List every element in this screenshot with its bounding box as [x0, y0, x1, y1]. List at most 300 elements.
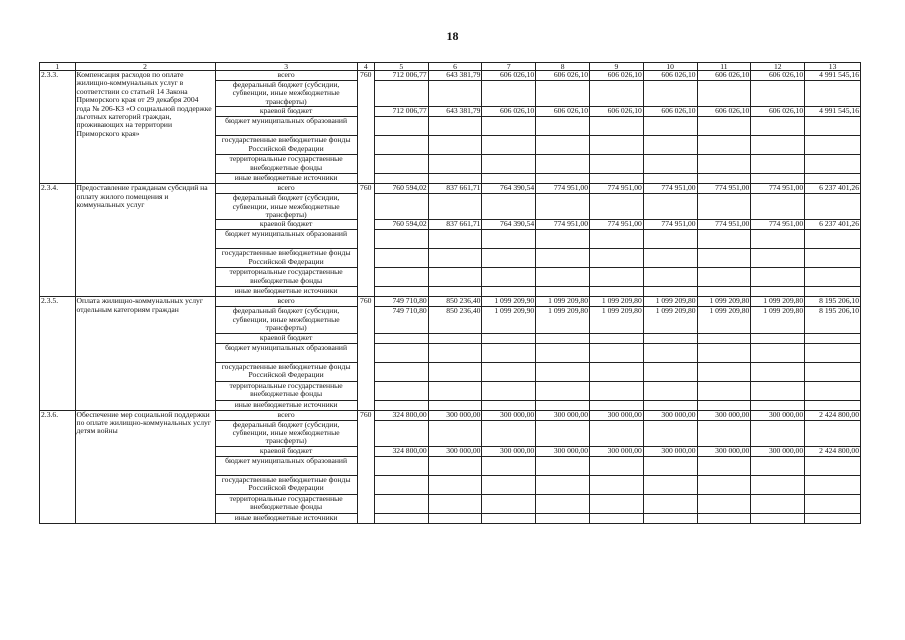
- amount-cell: [428, 307, 482, 333]
- amount-cell: [482, 81, 536, 107]
- amount-cell: [805, 381, 861, 400]
- amount-cell: [428, 81, 482, 107]
- amount-value: 300 000,00: [446, 410, 481, 419]
- funding-source: бюджет муниципальных образований: [215, 456, 357, 475]
- item-name: Предоставление гражданам субсидий на оплату жилого помещения и коммунальных услуг: [75, 184, 215, 297]
- amount-value: 774 951,00: [661, 219, 696, 229]
- funding-source: всего: [215, 410, 357, 420]
- amount-value: 1 099 209,80: [709, 306, 750, 316]
- amount-value: 300 000,00: [715, 410, 750, 419]
- amount-cell: [751, 494, 805, 513]
- amount-cell: [805, 71, 861, 81]
- amount-cell: [374, 362, 428, 381]
- header-cell: 7: [482, 63, 536, 71]
- amount-cell: [590, 456, 644, 475]
- funding-source: бюджет муниципальных образований: [215, 343, 357, 362]
- amount-cell: [482, 446, 536, 456]
- amount-cell: [805, 410, 861, 420]
- funding-source: федеральный бюджет (субсидии, субвенции, иные межбюджетные трансферты): [215, 81, 357, 107]
- amount-cell: [643, 184, 697, 194]
- amount-value: 643 381,79: [446, 106, 481, 116]
- funding-source: иные внебюджетные источники: [215, 400, 357, 410]
- amount-cell: [482, 494, 536, 513]
- amount-cell: [751, 410, 805, 420]
- amount-cell: [643, 513, 697, 523]
- amount-value: 749 710,80: [392, 296, 427, 306]
- amount-cell: [751, 381, 805, 400]
- item-code: 2.3.6.: [40, 410, 76, 523]
- amount-cell: [536, 410, 590, 420]
- amount-cell: [590, 420, 644, 446]
- amount-value: 324 800,00: [392, 410, 427, 419]
- amount-value: 764 390,54: [500, 219, 535, 229]
- amount-cell: [751, 362, 805, 381]
- amount-value: 1 099 209,90: [494, 306, 535, 316]
- amount-cell: [374, 155, 428, 174]
- amount-cell: [697, 184, 751, 194]
- amount-cell: [536, 220, 590, 230]
- funding-source: федеральный бюджет (субсидии, субвенции, иные межбюджетные трансферты): [215, 307, 357, 333]
- amount-cell: [482, 456, 536, 475]
- amount-cell: [482, 381, 536, 400]
- amount-cell: [374, 287, 428, 297]
- amount-cell: [751, 81, 805, 107]
- table-row: [40, 184, 861, 194]
- amount-cell: [697, 400, 751, 410]
- amount-cell: [374, 81, 428, 107]
- amount-cell: [805, 268, 861, 287]
- amount-value: 1 099 209,80: [655, 296, 696, 306]
- amount-cell: [697, 513, 751, 523]
- amount-cell: [482, 117, 536, 136]
- amount-cell: [482, 343, 536, 362]
- amount-cell: [536, 297, 590, 307]
- funding-source: краевой бюджет: [215, 107, 357, 117]
- header-cell: 13: [805, 63, 861, 71]
- funding-source: государственные внебюджетные фонды Российской Федерации: [215, 362, 357, 381]
- amount-value: 749 710,80: [392, 306, 427, 316]
- item-name: Обеспечение мер социальной поддержки по оплате жилищно-коммунальных услуг детям войны: [75, 410, 215, 523]
- amount-value: 774 951,00: [607, 219, 642, 229]
- amount-cell: [751, 71, 805, 81]
- amount-value: 300 000,00: [500, 446, 535, 455]
- amount-cell: [428, 513, 482, 523]
- amount-cell: [428, 184, 482, 194]
- amount-cell: [428, 420, 482, 446]
- amount-value: 837 661,71: [446, 219, 481, 229]
- amount-cell: [697, 107, 751, 117]
- amount-cell: [697, 136, 751, 155]
- amount-value: 1 099 209,80: [548, 296, 588, 306]
- amount-cell: [697, 446, 751, 456]
- header-cell: 3: [215, 63, 357, 71]
- amount-cell: [482, 136, 536, 155]
- amount-cell: [643, 136, 697, 155]
- amount-cell: [805, 362, 861, 381]
- amount-cell: [805, 456, 861, 475]
- amount-cell: [428, 230, 482, 249]
- indicator-code: 760: [357, 297, 374, 410]
- amount-cell: [805, 297, 861, 307]
- amount-cell: [697, 381, 751, 400]
- amount-cell: [482, 155, 536, 174]
- amount-cell: [643, 268, 697, 287]
- amount-cell: [751, 230, 805, 249]
- funding-source: бюджет муниципальных образований: [215, 117, 357, 136]
- amount-cell: [374, 343, 428, 362]
- amount-cell: [536, 333, 590, 343]
- item-code: 2.3.4.: [40, 184, 76, 297]
- amount-cell: [697, 194, 751, 220]
- amount-cell: [428, 287, 482, 297]
- amount-cell: [697, 220, 751, 230]
- amount-cell: [482, 513, 536, 523]
- amount-cell: [751, 220, 805, 230]
- amount-cell: [643, 400, 697, 410]
- funding-source: территориальные государственные внебюджетные фонды: [215, 494, 357, 513]
- amount-cell: [536, 420, 590, 446]
- amount-cell: [751, 136, 805, 155]
- amount-cell: [374, 184, 428, 194]
- amount-value: 300 000,00: [661, 410, 696, 419]
- amount-cell: [643, 307, 697, 333]
- amount-cell: [428, 333, 482, 343]
- amount-cell: [428, 71, 482, 81]
- amount-cell: [482, 362, 536, 381]
- amount-cell: [536, 174, 590, 184]
- amount-cell: [482, 230, 536, 249]
- amount-cell: [536, 71, 590, 81]
- amount-cell: [643, 343, 697, 362]
- funding-source: всего: [215, 184, 357, 194]
- amount-value: 850 236,40: [446, 296, 481, 306]
- amount-cell: [590, 333, 644, 343]
- amount-cell: [536, 400, 590, 410]
- amount-cell: [805, 513, 861, 523]
- amount-cell: [751, 174, 805, 184]
- funding-source: территориальные государственные внебюджетные фонды: [215, 381, 357, 400]
- amount-cell: [751, 155, 805, 174]
- amount-cell: [697, 268, 751, 287]
- amount-cell: [751, 287, 805, 297]
- amount-value: 774 951,00: [715, 183, 750, 193]
- amount-cell: [643, 456, 697, 475]
- amount-cell: [482, 194, 536, 220]
- amount-cell: [374, 400, 428, 410]
- amount-cell: [428, 343, 482, 362]
- header-cell: 9: [590, 63, 644, 71]
- amount-cell: [536, 287, 590, 297]
- amount-value: 300 000,00: [715, 446, 750, 455]
- amount-cell: [697, 475, 751, 494]
- amount-cell: [428, 268, 482, 287]
- amount-cell: [643, 494, 697, 513]
- amount-cell: [374, 410, 428, 420]
- amount-cell: [374, 268, 428, 287]
- amount-value: 1 099 209,80: [601, 296, 642, 306]
- amount-cell: [590, 494, 644, 513]
- amount-cell: [805, 117, 861, 136]
- amount-cell: [374, 446, 428, 456]
- amount-value: 606 026,10: [607, 106, 642, 116]
- amount-cell: [536, 194, 590, 220]
- amount-value: 606 026,10: [715, 106, 750, 116]
- amount-value: 643 381,79: [446, 70, 481, 79]
- amount-value: 300 000,00: [500, 410, 535, 419]
- amount-cell: [482, 307, 536, 333]
- amount-cell: [751, 400, 805, 410]
- amount-cell: [590, 381, 644, 400]
- item-code: 2.3.3.: [40, 71, 76, 184]
- funding-source: краевой бюджет: [215, 333, 357, 343]
- funding-source: территориальные государственные внебюджетные фонды: [215, 155, 357, 174]
- amount-cell: [482, 475, 536, 494]
- amount-cell: [643, 475, 697, 494]
- header-cell: 6: [428, 63, 482, 71]
- amount-cell: [643, 194, 697, 220]
- amount-value: 2 424 800,00: [819, 410, 859, 419]
- amount-cell: [643, 410, 697, 420]
- amount-cell: [536, 446, 590, 456]
- amount-cell: [751, 184, 805, 194]
- amount-cell: [643, 287, 697, 297]
- indicator-code: 760: [357, 71, 374, 184]
- amount-value: 774 951,00: [768, 183, 804, 193]
- amount-cell: [697, 410, 751, 420]
- amount-cell: [482, 410, 536, 420]
- amount-value: 606 026,10: [500, 106, 535, 116]
- amount-cell: [751, 297, 805, 307]
- amount-cell: [374, 297, 428, 307]
- amount-value: 774 951,00: [553, 219, 588, 229]
- amount-value: 774 951,00: [715, 219, 750, 229]
- amount-cell: [536, 475, 590, 494]
- funding-source: государственные внебюджетные фонды Российской Федерации: [215, 136, 357, 155]
- amount-value: 774 951,00: [768, 219, 804, 229]
- funding-source: государственные внебюджетные фонды Российской Федерации: [215, 475, 357, 494]
- item-name: Компенсация расходов по оплате жилищно-коммунальных услуг в соответствии со статьей 14 Закона Приморского края от 29 декабря 2004 года № 206-КЗ «О социальной поддержке льготных категорий граждан, проживающих на территории Приморского края»: [75, 71, 215, 184]
- amount-cell: [751, 420, 805, 446]
- amount-cell: [751, 513, 805, 523]
- amount-cell: [536, 362, 590, 381]
- header-cell: 2: [75, 63, 215, 71]
- amount-value: 300 000,00: [553, 446, 588, 455]
- amount-cell: [643, 230, 697, 249]
- funding-source: краевой бюджет: [215, 220, 357, 230]
- amount-cell: [374, 220, 428, 230]
- amount-cell: [805, 446, 861, 456]
- amount-cell: [374, 456, 428, 475]
- amount-cell: [805, 333, 861, 343]
- amount-cell: [428, 410, 482, 420]
- amount-cell: [643, 446, 697, 456]
- amount-cell: [643, 362, 697, 381]
- amount-value: 760 594,02: [392, 183, 427, 193]
- amount-cell: [643, 220, 697, 230]
- amount-cell: [428, 297, 482, 307]
- amount-cell: [643, 117, 697, 136]
- amount-cell: [482, 71, 536, 81]
- amount-cell: [590, 155, 644, 174]
- header-cell: 1: [40, 63, 76, 71]
- amount-value: 712 006,77: [392, 106, 427, 116]
- amount-cell: [697, 230, 751, 249]
- amount-cell: [697, 174, 751, 184]
- amount-cell: [374, 381, 428, 400]
- amount-cell: [590, 513, 644, 523]
- amount-value: 764 390,54: [500, 183, 535, 193]
- amount-value: 606 026,10: [661, 106, 696, 116]
- amount-value: 8 195 206,10: [819, 306, 859, 316]
- amount-cell: [536, 81, 590, 107]
- amount-value: 1 099 209,90: [494, 296, 535, 306]
- amount-cell: [590, 410, 644, 420]
- amount-cell: [805, 287, 861, 297]
- funding-source: территориальные государственные внебюджетные фонды: [215, 268, 357, 287]
- amount-cell: [697, 287, 751, 297]
- amount-cell: [643, 81, 697, 107]
- amount-cell: [536, 343, 590, 362]
- amount-cell: [374, 136, 428, 155]
- amount-cell: [697, 420, 751, 446]
- amount-value: 606 026,10: [768, 106, 804, 116]
- amount-cell: [805, 220, 861, 230]
- amount-cell: [590, 174, 644, 184]
- amount-cell: [536, 136, 590, 155]
- amount-cell: [428, 400, 482, 410]
- amount-cell: [482, 184, 536, 194]
- amount-cell: [697, 343, 751, 362]
- budget-table: [39, 62, 861, 524]
- header-row: [40, 63, 861, 71]
- amount-cell: [590, 343, 644, 362]
- amount-value: 1 099 209,80: [548, 306, 588, 316]
- amount-value: 324 800,00: [392, 446, 427, 455]
- amount-value: 1 099 209,80: [763, 306, 804, 316]
- amount-cell: [536, 494, 590, 513]
- amount-cell: [374, 107, 428, 117]
- amount-value: 837 661,71: [446, 183, 481, 193]
- amount-cell: [482, 249, 536, 268]
- amount-cell: [590, 184, 644, 194]
- amount-value: 300 000,00: [446, 446, 481, 455]
- amount-cell: [428, 249, 482, 268]
- amount-cell: [697, 155, 751, 174]
- amount-value: 4 991 545,16: [819, 106, 859, 116]
- amount-cell: [590, 307, 644, 333]
- amount-cell: [590, 107, 644, 117]
- amount-value: 774 951,00: [553, 183, 588, 193]
- page-number: 18: [446, 29, 459, 43]
- amount-cell: [536, 117, 590, 136]
- amount-cell: [374, 494, 428, 513]
- amount-value: 300 000,00: [553, 410, 588, 419]
- amount-cell: [697, 297, 751, 307]
- amount-cell: [590, 475, 644, 494]
- amount-cell: [374, 117, 428, 136]
- amount-cell: [643, 107, 697, 117]
- amount-cell: [428, 107, 482, 117]
- amount-cell: [590, 249, 644, 268]
- funding-source: бюджет муниципальных образований: [215, 230, 357, 249]
- amount-cell: [697, 362, 751, 381]
- amount-value: 850 236,40: [446, 306, 481, 316]
- amount-value: 300 000,00: [768, 446, 804, 455]
- amount-cell: [590, 400, 644, 410]
- amount-cell: [590, 71, 644, 81]
- amount-cell: [428, 494, 482, 513]
- amount-cell: [643, 333, 697, 343]
- amount-cell: [536, 456, 590, 475]
- amount-cell: [805, 475, 861, 494]
- amount-cell: [590, 287, 644, 297]
- table-row: [40, 297, 861, 307]
- amount-value: 4 991 545,16: [819, 70, 859, 79]
- amount-cell: [536, 107, 590, 117]
- amount-cell: [428, 117, 482, 136]
- amount-cell: [805, 494, 861, 513]
- amount-cell: [751, 456, 805, 475]
- amount-cell: [697, 81, 751, 107]
- amount-value: 300 000,00: [607, 410, 642, 419]
- amount-cell: [374, 174, 428, 184]
- amount-value: 300 000,00: [768, 410, 804, 419]
- amount-value: 606 026,10: [661, 70, 696, 79]
- amount-cell: [536, 230, 590, 249]
- amount-cell: [751, 343, 805, 362]
- item-name: Оплата жилищно-коммунальных услуг отдельным категориям граждан: [75, 297, 215, 410]
- amount-cell: [536, 381, 590, 400]
- amount-cell: [751, 268, 805, 287]
- amount-cell: [374, 194, 428, 220]
- funding-source: иные внебюджетные источники: [215, 513, 357, 523]
- amount-cell: [751, 249, 805, 268]
- amount-cell: [751, 475, 805, 494]
- amount-cell: [374, 513, 428, 523]
- amount-cell: [374, 307, 428, 333]
- amount-cell: [805, 81, 861, 107]
- amount-value: 774 951,00: [661, 183, 696, 193]
- header-cell: 11: [697, 63, 751, 71]
- amount-cell: [428, 220, 482, 230]
- amount-cell: [482, 400, 536, 410]
- amount-cell: [590, 81, 644, 107]
- amount-cell: [805, 249, 861, 268]
- amount-value: 606 026,10: [715, 70, 750, 79]
- amount-cell: [374, 71, 428, 81]
- amount-cell: [805, 307, 861, 333]
- amount-cell: [805, 400, 861, 410]
- amount-cell: [374, 333, 428, 343]
- amount-value: 1 099 209,80: [763, 296, 804, 306]
- funding-source: федеральный бюджет (субсидии, субвенции, иные межбюджетные трансферты): [215, 194, 357, 220]
- amount-cell: [590, 220, 644, 230]
- amount-value: 760 594,02: [392, 219, 427, 229]
- amount-cell: [428, 174, 482, 184]
- amount-cell: [751, 307, 805, 333]
- amount-value: 606 026,10: [607, 70, 642, 79]
- amount-value: 300 000,00: [607, 446, 642, 455]
- amount-cell: [374, 230, 428, 249]
- header-cell: 5: [374, 63, 428, 71]
- amount-cell: [536, 184, 590, 194]
- amount-value: 1 099 209,80: [655, 306, 696, 316]
- amount-cell: [805, 194, 861, 220]
- amount-cell: [751, 194, 805, 220]
- amount-value: 606 026,10: [553, 70, 588, 79]
- amount-cell: [482, 268, 536, 287]
- amount-cell: [482, 174, 536, 184]
